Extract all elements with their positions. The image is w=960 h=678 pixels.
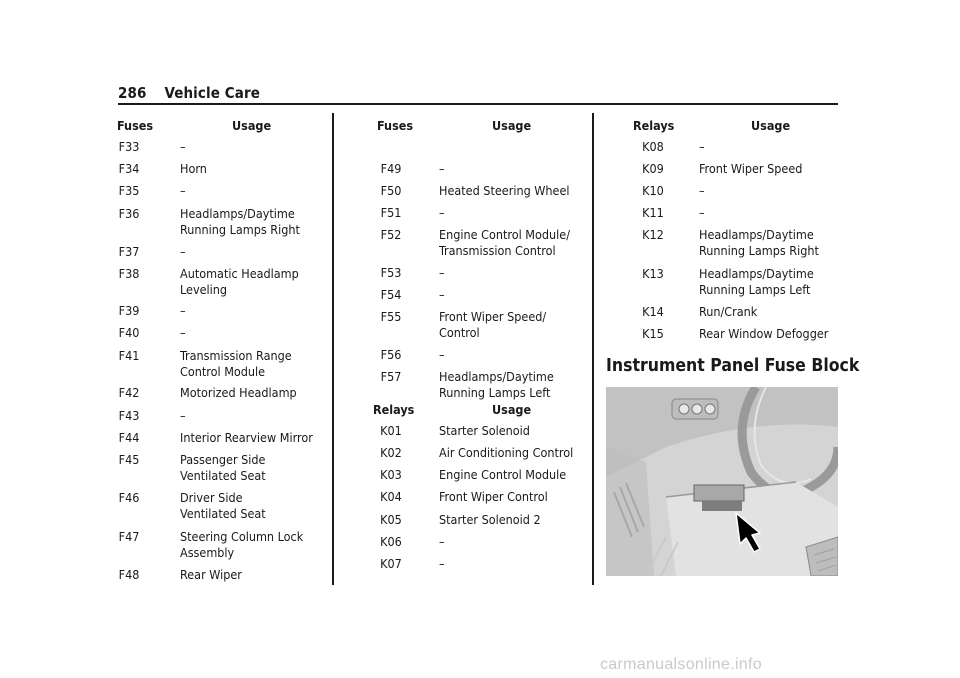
fuse-usage: Headlamps/Daytime Running Lamps Right xyxy=(699,227,819,258)
fuse-code: F33 xyxy=(118,139,140,154)
fuse-usage: – xyxy=(180,408,186,423)
fuse-code: K09 xyxy=(642,161,664,176)
fuse-code: F53 xyxy=(380,265,402,280)
fuse-code: F54 xyxy=(380,287,402,302)
fuse-usage: Driver Side Ventilated Seat xyxy=(180,490,266,521)
fuse-usage: Starter Solenoid 2 xyxy=(439,512,541,527)
fuse-usage: Headlamps/Daytime Running Lamps Left xyxy=(439,369,554,400)
fuse-usage: Run/Crank xyxy=(699,304,758,319)
fuse-code: F45 xyxy=(118,452,140,467)
fuse-code: F50 xyxy=(380,183,402,198)
fuse-code: F41 xyxy=(118,348,140,363)
fuse-code: K14 xyxy=(642,304,664,319)
fuse-code: F49 xyxy=(380,161,402,176)
fuse-usage: Front Wiper Control xyxy=(439,489,548,504)
fuse-code: K03 xyxy=(380,467,402,482)
fuse-usage: – xyxy=(180,183,186,198)
fuse-code: K04 xyxy=(380,489,402,504)
fuse-usage: Starter Solenoid xyxy=(439,423,530,438)
fuse-code: F37 xyxy=(118,244,140,259)
fuse-code: K10 xyxy=(642,183,664,198)
table-header-fuses: Fuses xyxy=(117,118,154,133)
fuse-code: F36 xyxy=(118,206,140,221)
fuse-usage: – xyxy=(699,205,705,220)
table-header-usage: Usage xyxy=(492,402,532,417)
fuse-code: K05 xyxy=(380,512,402,527)
fuse-usage: Horn xyxy=(180,161,207,176)
fuse-code: K06 xyxy=(380,534,402,549)
section-title: Instrument Panel Fuse Block xyxy=(606,356,860,376)
fuse-usage: – xyxy=(439,265,445,280)
header-text xyxy=(118,84,260,102)
fuse-code: F57 xyxy=(380,369,402,384)
fuse-usage: Heated Steering Wheel xyxy=(439,183,570,198)
fuse-usage: Engine Control Module/ Transmission Control xyxy=(439,227,570,258)
fuse-usage: Headlamps/Daytime Running Lamps Left xyxy=(699,266,814,297)
table-header-usage: Usage xyxy=(232,118,272,133)
fuse-code: F51 xyxy=(380,205,402,220)
fuse-usage: – xyxy=(439,347,445,362)
fuse-code: F34 xyxy=(118,161,140,176)
fuse-usage: Passenger Side Ventilated Seat xyxy=(180,452,266,483)
table-header-relays: Relays xyxy=(373,402,415,417)
fuse-block-location-illustration xyxy=(606,387,838,576)
fuse-usage: Interior Rearview Mirror xyxy=(180,430,313,445)
fuse-usage: Motorized Headlamp xyxy=(180,385,297,400)
fuse-usage: – xyxy=(439,556,445,571)
fuse-usage: Steering Column Lock Assembly xyxy=(180,529,304,560)
fuse-code: K15 xyxy=(642,326,664,341)
fuse-usage: – xyxy=(699,139,705,154)
fuse-usage: Automatic Headlamp Leveling xyxy=(180,266,299,297)
fuse-usage: Front Wiper Speed xyxy=(699,161,803,176)
fuse-usage: – xyxy=(180,139,186,154)
table-header-usage: Usage xyxy=(492,118,532,133)
fuse-usage: Engine Control Module xyxy=(439,467,567,482)
fuse-code: F40 xyxy=(118,325,140,340)
table-header-relays: Relays xyxy=(633,118,675,133)
fuse-usage: – xyxy=(180,325,186,340)
fuse-code: K01 xyxy=(380,423,402,438)
fuse-code: K02 xyxy=(380,445,402,460)
fuse-code: F39 xyxy=(118,303,140,318)
fuse-code: F47 xyxy=(118,529,140,544)
fuse-usage: – xyxy=(180,303,186,318)
fuse-code: F55 xyxy=(380,309,402,324)
watermark: carmanualsonline.info xyxy=(600,656,762,673)
fuse-usage: – xyxy=(439,534,445,549)
section-heading: Vehicle Care xyxy=(164,84,260,102)
fuse-code: F38 xyxy=(118,266,140,281)
fuse-code: F42 xyxy=(118,385,140,400)
page-number: 286 xyxy=(118,84,147,102)
fuse-code: F48 xyxy=(118,567,140,582)
fuse-usage: Headlamps/Daytime Running Lamps Right xyxy=(180,206,300,237)
fuse-code: K11 xyxy=(642,205,664,220)
fuse-code: K12 xyxy=(642,227,664,242)
fuse-usage: Front Wiper Speed/ Control xyxy=(439,309,547,340)
fuse-code: F46 xyxy=(118,490,140,505)
table-header-usage: Usage xyxy=(751,118,791,133)
fuse-code: K07 xyxy=(380,556,402,571)
fuse-usage: – xyxy=(439,161,445,176)
fuse-usage: – xyxy=(699,183,705,198)
fuse-code: K08 xyxy=(642,139,664,154)
fuse-code: F52 xyxy=(380,227,402,242)
fuse-usage: Transmission Range Control Module xyxy=(180,348,292,379)
fuse-usage: – xyxy=(180,244,186,259)
fuse-usage: Rear Window Defogger xyxy=(699,326,829,341)
fuse-usage: – xyxy=(439,287,445,302)
fuse-code: F44 xyxy=(118,430,140,445)
fuse-code: F43 xyxy=(118,408,140,423)
header-rule xyxy=(118,103,838,105)
fuse-usage: Rear Wiper xyxy=(180,567,242,582)
fuse-code: K13 xyxy=(642,266,664,281)
fuse-usage: Air Conditioning Control xyxy=(439,445,574,460)
fuse-usage: – xyxy=(439,205,445,220)
fuse-code: F35 xyxy=(118,183,140,198)
table-header-fuses: Fuses xyxy=(377,118,414,133)
fuse-code: F56 xyxy=(380,347,402,362)
